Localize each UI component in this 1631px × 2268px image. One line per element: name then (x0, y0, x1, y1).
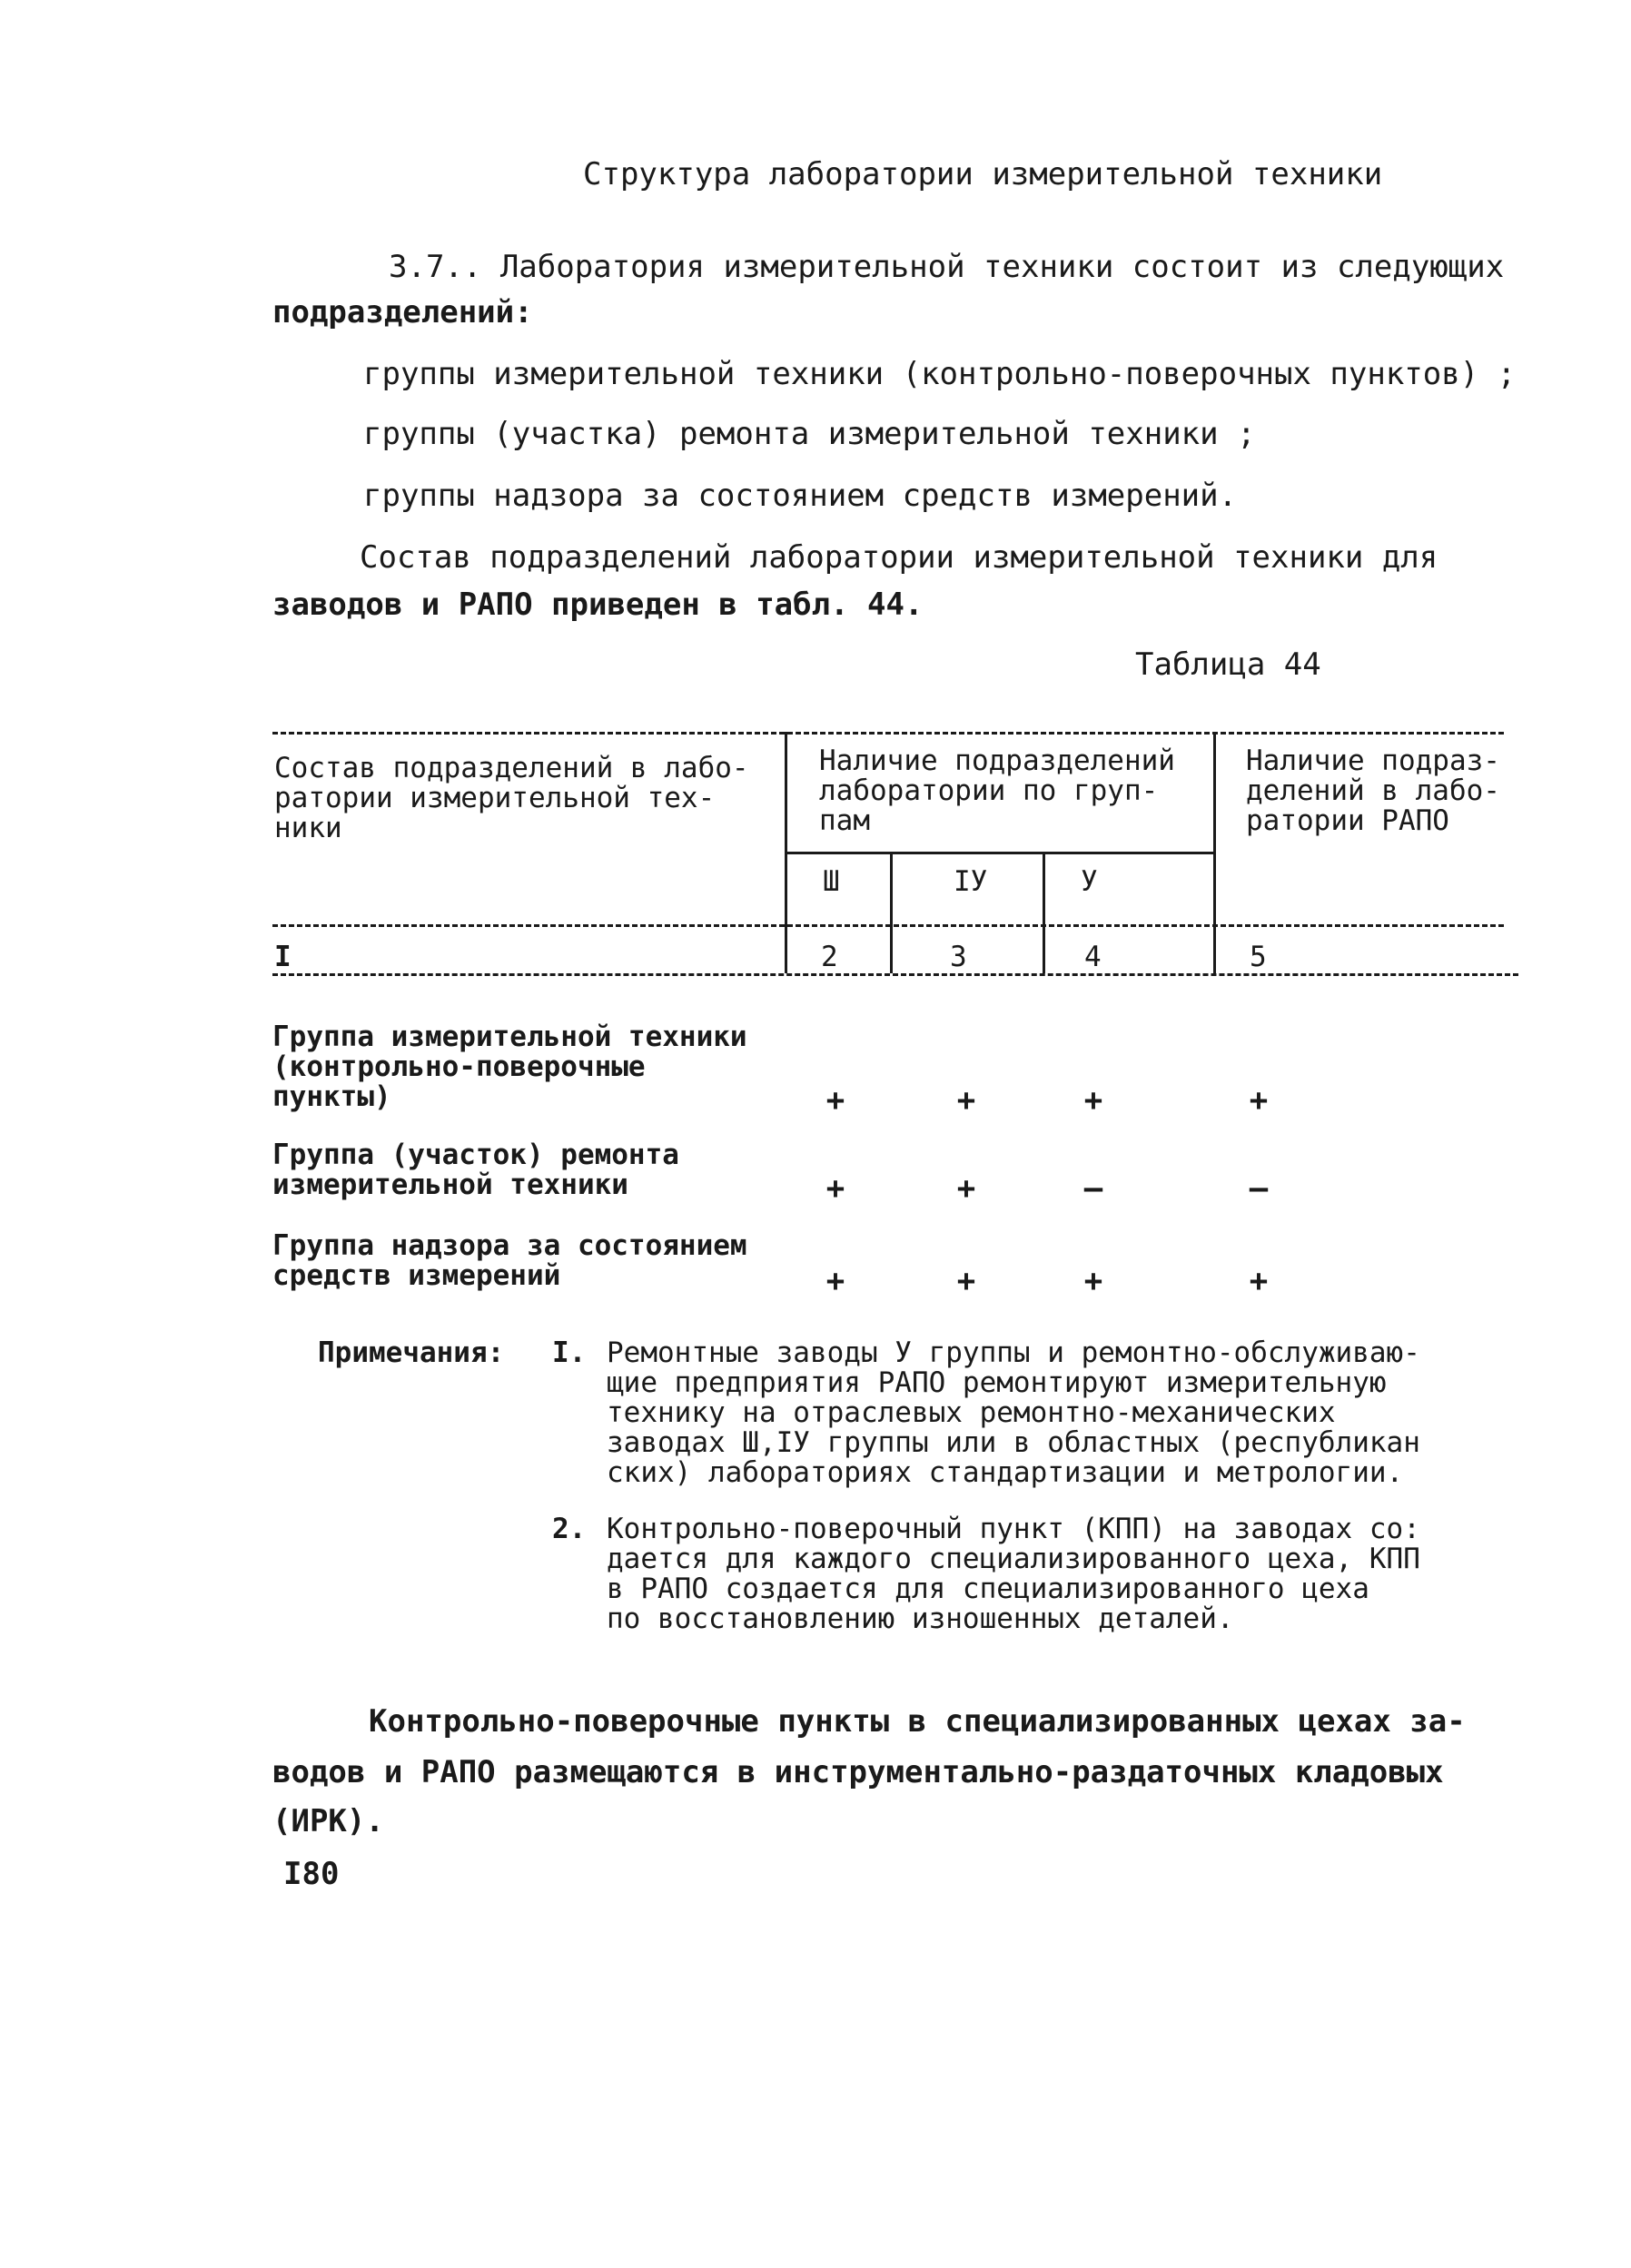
note-1-line-2: щие предприятия РАПО ремонтируют измерительную (607, 1366, 1387, 1399)
list-item-1: группы измерительной техники (контрольно-поверочных пунктов) ; (363, 356, 1517, 392)
row-3-mark-2: + (956, 1263, 976, 1299)
note-1-line-4: заводах Ш,IУ группы или в областных (республикан (607, 1426, 1420, 1459)
table-caption: Таблица 44 (1135, 646, 1321, 683)
paragraph-3-line-1: Контрольно-поверочные пункты в специализированных цехах за- (369, 1703, 1466, 1740)
table-top-rule (272, 732, 1504, 735)
row-1-mark-4: + (1249, 1082, 1269, 1119)
row-1-mark-1: + (825, 1082, 845, 1119)
list-item-2: группы (участка) ремонта измерительной техники ; (363, 416, 1256, 452)
col-number-4: 4 (1084, 941, 1102, 973)
note-1-line-3: технику на отраслевых ремонтно-механических (607, 1396, 1336, 1429)
row-2-mark-1: + (825, 1170, 845, 1207)
note-1-number: I. (552, 1336, 587, 1369)
note-1-line-5: ских) лабораториях стандартизации и метрологии. (607, 1456, 1404, 1489)
note-2-line-4: по восстановлению изношенных деталей. (607, 1602, 1234, 1635)
col3-header-line-2: делений в лабо- (1246, 774, 1500, 807)
row-3-name-line-1: Группа надзора за состоянием (272, 1229, 747, 1262)
row-3-mark-4: + (1249, 1263, 1269, 1299)
col-number-2: 2 (821, 941, 838, 973)
paragraph-2-line-2: заводов и РАПО приведен в табл. 44. (272, 587, 924, 623)
note-2-line-3: в РАПО создается для специализированного цеха (607, 1573, 1369, 1605)
table-divider-2 (1213, 732, 1216, 973)
notes-label: Примечания: (318, 1336, 505, 1369)
paragraph-2-line-1: Состав подразделений лаборатории измерительной техники для (360, 539, 1438, 576)
paragraph-3-line-2: водов и РАПО размещаются в инструментально-раздаточных кладовых (272, 1754, 1444, 1790)
note-2-line-1: Контрольно-поверочный пункт (КПП) на заводах со: (607, 1513, 1420, 1545)
row-3-mark-1: + (825, 1263, 845, 1299)
row-2-name-line-1: Группа (участок) ремонта (272, 1139, 679, 1171)
note-2-line-2: дается для каждого специализированного цеха, КПП (607, 1543, 1420, 1575)
note-2-number: 2. (552, 1513, 587, 1545)
row-2-mark-3: – (1083, 1170, 1103, 1207)
row-1-mark-3: + (1083, 1082, 1103, 1119)
section-title: Структура лаборатории измерительной техники (583, 156, 1383, 192)
note-1-line-1: Ремонтные заводы У группы и ремонтно-обслуживаю- (607, 1336, 1420, 1369)
paragraph-3-line-3: (ИРК). (272, 1803, 384, 1839)
col1-header-line-3: ники (274, 812, 342, 844)
list-item-3: группы надзора за состоянием средств измерений. (363, 478, 1238, 514)
subgroup-3: Ш (823, 865, 840, 898)
subgroup-5: У (1081, 865, 1098, 898)
col3-header-line-3: ратории РАПО (1246, 804, 1449, 837)
col2-header-line-3: пам (819, 804, 870, 837)
header-bottom-rule (272, 924, 1504, 927)
paragraph-1-line-1: 3.7.. Лаборатория измерительной техники состоит из следующих (389, 249, 1505, 285)
row-2-mark-2: + (956, 1170, 976, 1207)
col1-header-line-1: Состав подразделений в лабо- (274, 752, 749, 784)
subgroup-rule (786, 852, 1213, 854)
subgroup-4: IУ (954, 865, 988, 898)
col-number-1: I (274, 941, 292, 973)
number-row-rule (272, 973, 1518, 976)
row-1-name-line-3: пункты) (272, 1080, 391, 1113)
paragraph-1-line-2: подразделений: (272, 294, 533, 330)
col-number-5: 5 (1250, 941, 1267, 973)
row-1-name-line-1: Группа измерительной техники (272, 1021, 747, 1053)
row-3-name-line-2: средств измерений (272, 1259, 561, 1292)
col2-header-line-2: лаборатории по груп- (819, 774, 1159, 807)
row-2-name-line-2: измерительной техники (272, 1169, 628, 1201)
col-number-3: 3 (950, 941, 967, 973)
col1-header-line-2: ратории измерительной тех- (274, 782, 716, 814)
row-1-name-line-2: (контрольно-поверочные (272, 1050, 646, 1083)
col2-header-line-1: Наличие подразделений (819, 744, 1175, 777)
row-2-mark-4: – (1249, 1170, 1269, 1207)
page-number: I80 (283, 1856, 340, 1892)
row-1-mark-2: + (956, 1082, 976, 1119)
table-divider-sub-2 (1043, 853, 1045, 973)
row-3-mark-3: + (1083, 1263, 1103, 1299)
table-divider-sub-1 (890, 853, 893, 973)
col3-header-line-1: Наличие подраз- (1246, 744, 1500, 777)
